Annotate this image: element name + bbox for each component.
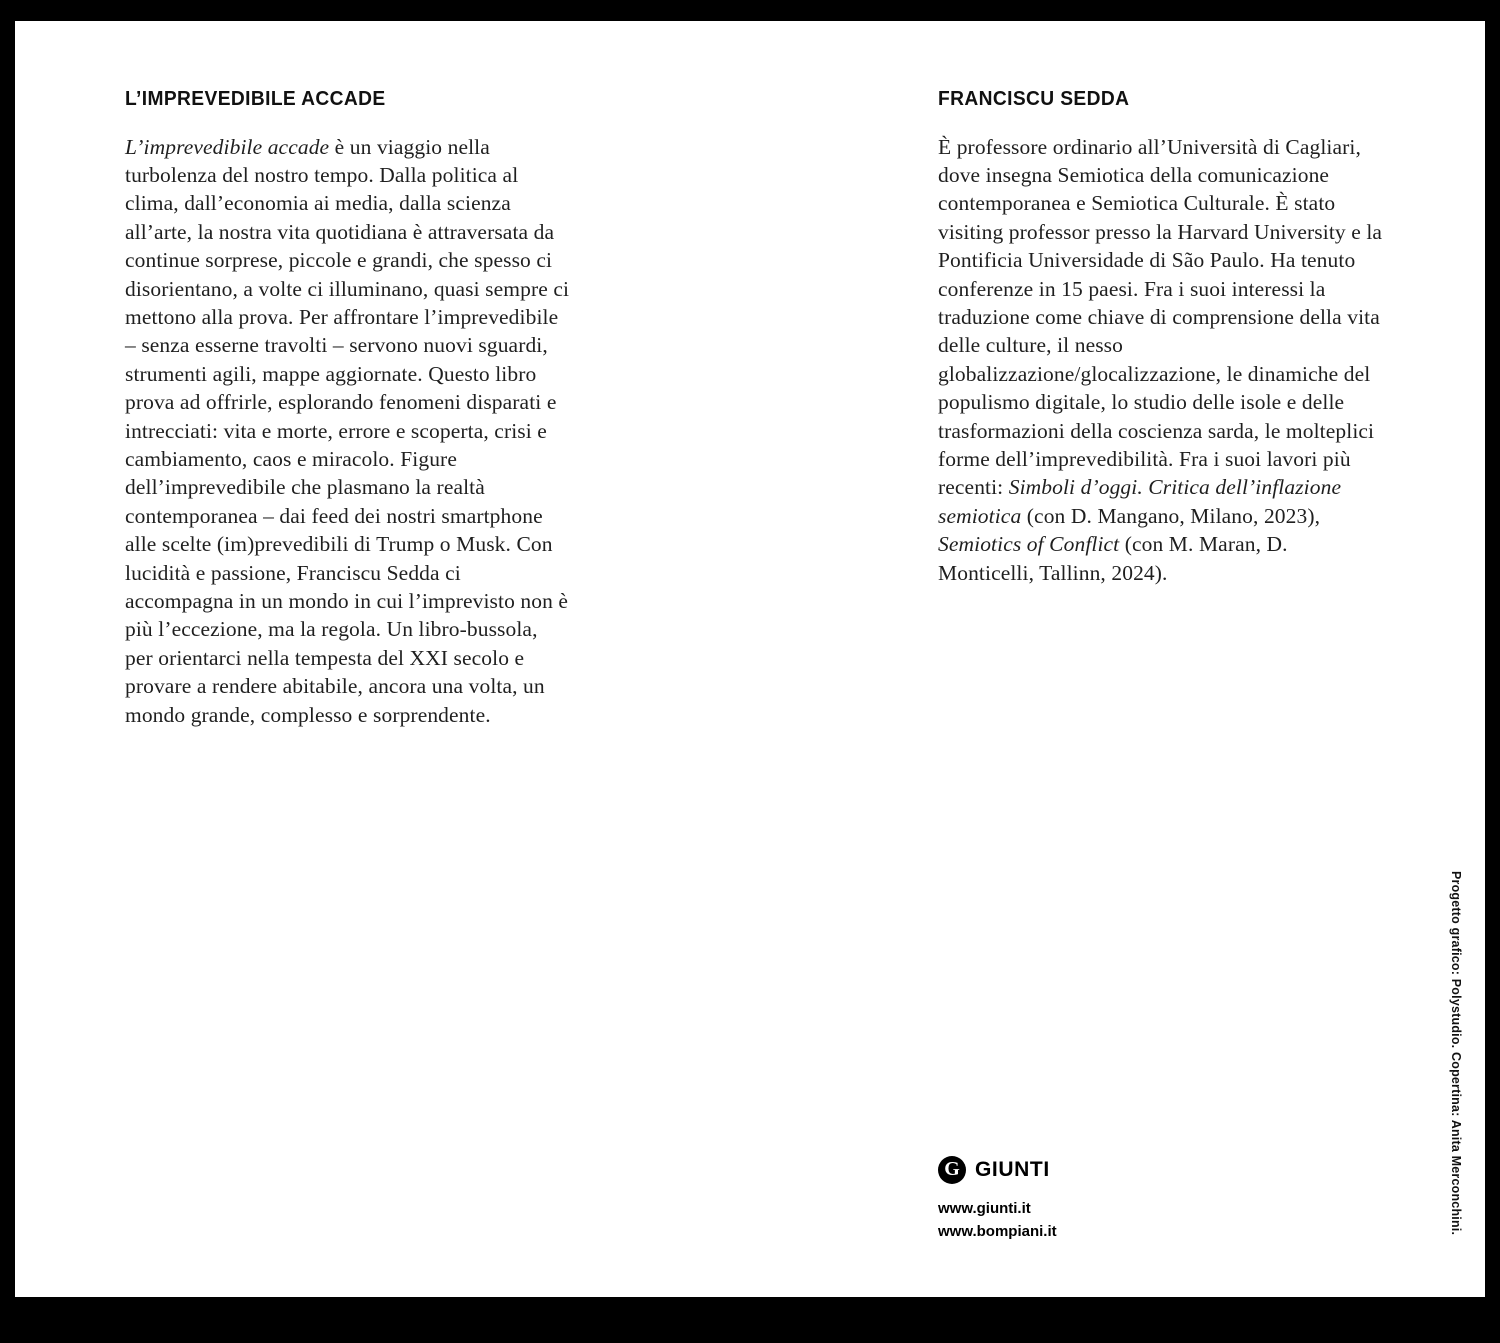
design-credits-vertical: Progetto grafico: Polystudio. Copertina: Anita Merconchini. bbox=[1449, 870, 1463, 1235]
website-giunti: www.giunti.it bbox=[938, 1200, 1031, 1217]
publisher-websites bbox=[938, 1197, 1238, 1243]
bio-text-1: È professore ordinario all’Università di Cagliari, dove insegna Semiotica della comunicazione contemporanea e Semiotica Culturale. È stato visiting professor presso la Harvard University e la Pontificia Universidade di São Paulo. Ha tenuto conferenze in 15 paesi. Fra i suoi interessi la traduzione come chiave di comprensione della vita delle culture, il nesso globalizzazione/glocalizzazione, le dinamiche del populismo digitale, lo studio delle isole e delle trasformazioni della coscienza sarda, le molteplici forme dell’imprevedibilità. Fra i suoi lavori più recenti: bbox=[938, 134, 1383, 500]
right-column bbox=[938, 88, 1383, 609]
giunti-logo-icon: G bbox=[938, 1156, 966, 1184]
left-column bbox=[125, 88, 570, 751]
flap-sheet bbox=[15, 21, 1485, 1297]
left-column-body bbox=[125, 133, 570, 730]
author-name-heading: FRANCISCU SEDDA bbox=[938, 88, 1130, 110]
left-column-heading: L’IMPREVEDIBILE ACCADE bbox=[125, 88, 386, 110]
left-body-text: è un viaggio nella turbolenza del nostro tempo. Dalla politica al clima, dall’economia ai media, dalla scienza all’arte, la nostra vita quotidiana è attraversata da continue sorprese, piccole e grandi, che spesso ci disorientano, a volte ci illuminano, quasi sempre ci mettono alla prova. Per affrontare l’imprevedibile – senza esserne travolti – servono nuovi sguardi, strumenti agili, mappe aggiornate. Questo libro prova ad offrirle, esplorando fenomeni disparati e intrecciati: vita e morte, errore e scoperta, crisi e cambiamento, caos e miracolo. Figure dell’imprevedibile che plasmano la realtà contemporanea – dai feed dei nostri smartphone alle scelte (im)prevedibili di Trump o Musk. Con lucidità e passione, Franciscu Sedda ci accompagna in un mondo in cui l’imprevisto non è più l’eccezione, ma la regola. Un libro-bussola, per orientarci nella tempesta del XXI secolo e provare a rendere abitabile, ancora una volta, un mondo grande, complesso e sorprendente. bbox=[125, 134, 570, 727]
author-bio-body bbox=[938, 133, 1383, 588]
book-title-italic: L’imprevedibile accade bbox=[125, 134, 330, 159]
work-title-2-italic: Semiotics of Conflict bbox=[938, 532, 1120, 557]
website-bompiani: www.bompiani.it bbox=[938, 1223, 1057, 1240]
bio-text-3: (con M. Maran, D. Monticelli, Tallinn, 2024). bbox=[938, 532, 1288, 585]
publisher-block bbox=[938, 1156, 1238, 1243]
bio-text-2: (con D. Mangano, Milano, 2023), bbox=[1021, 503, 1321, 528]
work-title-1-italic: Simboli d’oggi. Critica dell’inflazione semiotica bbox=[938, 475, 1342, 528]
publisher-name: GIUNTI bbox=[975, 1158, 1050, 1181]
publisher-logo-row bbox=[938, 1156, 1238, 1184]
